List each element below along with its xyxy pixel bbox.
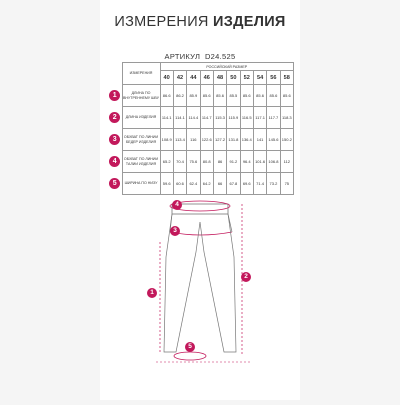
article-line: АРТИКУЛ D24.525: [164, 52, 236, 61]
table-row: [108, 129, 294, 151]
measure-label: ОБХВАТ ПО ЛИНИИ ТАЛИИ ИЗДЕЛИЯ: [122, 151, 160, 173]
measure-value: 85.9: [187, 85, 200, 107]
measure-value: 80.8: [200, 151, 213, 173]
measure-value: 66: [213, 173, 226, 195]
pants-diagram: [100, 192, 300, 405]
measure-value: 96.4: [240, 151, 253, 173]
table-row: [108, 151, 294, 173]
measure-value: 112: [280, 151, 293, 173]
measure-value: 122.6: [200, 129, 213, 151]
size-header: 46: [200, 71, 213, 85]
measure-label: ДЛИНА ИЗДЕЛИЯ: [122, 107, 160, 129]
measure-value: 85.6: [253, 85, 266, 107]
measure-value: 59.6: [160, 173, 173, 195]
measure-value: 145.6: [267, 129, 280, 151]
row-number-badge: 3: [109, 134, 120, 145]
measure-value: 118.3: [280, 107, 293, 129]
measure-value: 91.2: [227, 151, 240, 173]
measure-value: 117.1: [253, 107, 266, 129]
size-range-label: РОССИЙСКИЙ РАЗМЕР: [160, 63, 294, 71]
measure-value: 114.4: [187, 107, 200, 129]
measure-value: 116.5: [240, 107, 253, 129]
measure-value: 150.2: [280, 129, 293, 151]
measure-value: 136.4: [240, 129, 253, 151]
measure-value: 70.4: [173, 151, 186, 173]
measure-value: 85.6: [200, 85, 213, 107]
size-header: 56: [267, 71, 280, 85]
size-table: [108, 62, 294, 195]
measure-value: 65.2: [160, 151, 173, 173]
marker-1: 1: [147, 288, 157, 298]
marker-5: 5: [185, 342, 195, 352]
measure-value: 62.4: [187, 173, 200, 195]
measure-value: 115.9: [227, 107, 240, 129]
measure-value: 85.6: [213, 85, 226, 107]
measure-value: 86.2: [173, 85, 186, 107]
size-header: 44: [187, 71, 200, 85]
measure-value: 116: [187, 129, 200, 151]
table-row: [108, 107, 294, 129]
size-header: 40: [160, 71, 173, 85]
measure-rows: [108, 85, 294, 195]
marker-4: 4: [172, 200, 182, 210]
measure-value: 85.6: [240, 85, 253, 107]
measure-value: 86: [213, 151, 226, 173]
size-header: 58: [280, 71, 293, 85]
measure-value: 114.1: [173, 107, 186, 129]
hem-measure-ellipse: [174, 352, 206, 360]
measure-value: 106.8: [267, 151, 280, 173]
measure-value: 86.6: [160, 85, 173, 107]
measure-value: 101.6: [253, 151, 266, 173]
measure-value: 127.2: [213, 129, 226, 151]
measure-value: 67.8: [227, 173, 240, 195]
measure-value: 114.7: [200, 107, 213, 129]
size-header: 52: [240, 71, 253, 85]
measure-value: 117.7: [267, 107, 280, 129]
measure-value: 64.2: [200, 173, 213, 195]
measure-value: 75.6: [187, 151, 200, 173]
size-header: 48: [213, 71, 226, 85]
row-number-badge: 4: [109, 156, 120, 167]
size-header: 42: [173, 71, 186, 85]
marker-3: 3: [170, 226, 180, 236]
table-row: [108, 85, 294, 107]
measure-value: 114.1: [160, 107, 173, 129]
measure-label: ДЛИНА ПО ВНУТРЕННЕМУ ШВУ: [122, 85, 160, 107]
measure-value: 131.8: [227, 129, 240, 151]
measure-value: 75: [280, 173, 293, 195]
measure-value: 115.3: [213, 107, 226, 129]
row-number-badge: 1: [109, 90, 120, 101]
row-number-badge: 2: [109, 112, 120, 123]
size-card: [100, 0, 300, 400]
measure-label: ОБХВАТ ПО ЛИНИИ БЕДЕР ИЗДЕЛИЯ: [122, 129, 160, 151]
measure-value: 73.2: [267, 173, 280, 195]
measure-value: 141: [253, 129, 266, 151]
measure-value: 85.6: [267, 85, 280, 107]
measure-label: ШИРИНА ПО НИЗУ: [122, 173, 160, 195]
size-header: 50: [227, 71, 240, 85]
measure-value: 85.5: [227, 85, 240, 107]
marker-2: 2: [241, 272, 251, 282]
measure-value: 60.6: [173, 173, 186, 195]
measure-header: ИЗМЕРЕНИЯ: [122, 63, 160, 85]
measure-value: 113.4: [173, 129, 186, 151]
pants-outline: [100, 192, 300, 400]
size-header: 54: [253, 71, 266, 85]
page-title: ИЗМЕРЕНИЯ ИЗДЕЛИЯ: [114, 14, 286, 30]
measure-value: 85.6: [280, 85, 293, 107]
row-number-badge: 5: [109, 178, 120, 189]
measure-value: 108.9: [160, 129, 173, 151]
measure-value: 71.4: [253, 173, 266, 195]
measure-value: 69.6: [240, 173, 253, 195]
